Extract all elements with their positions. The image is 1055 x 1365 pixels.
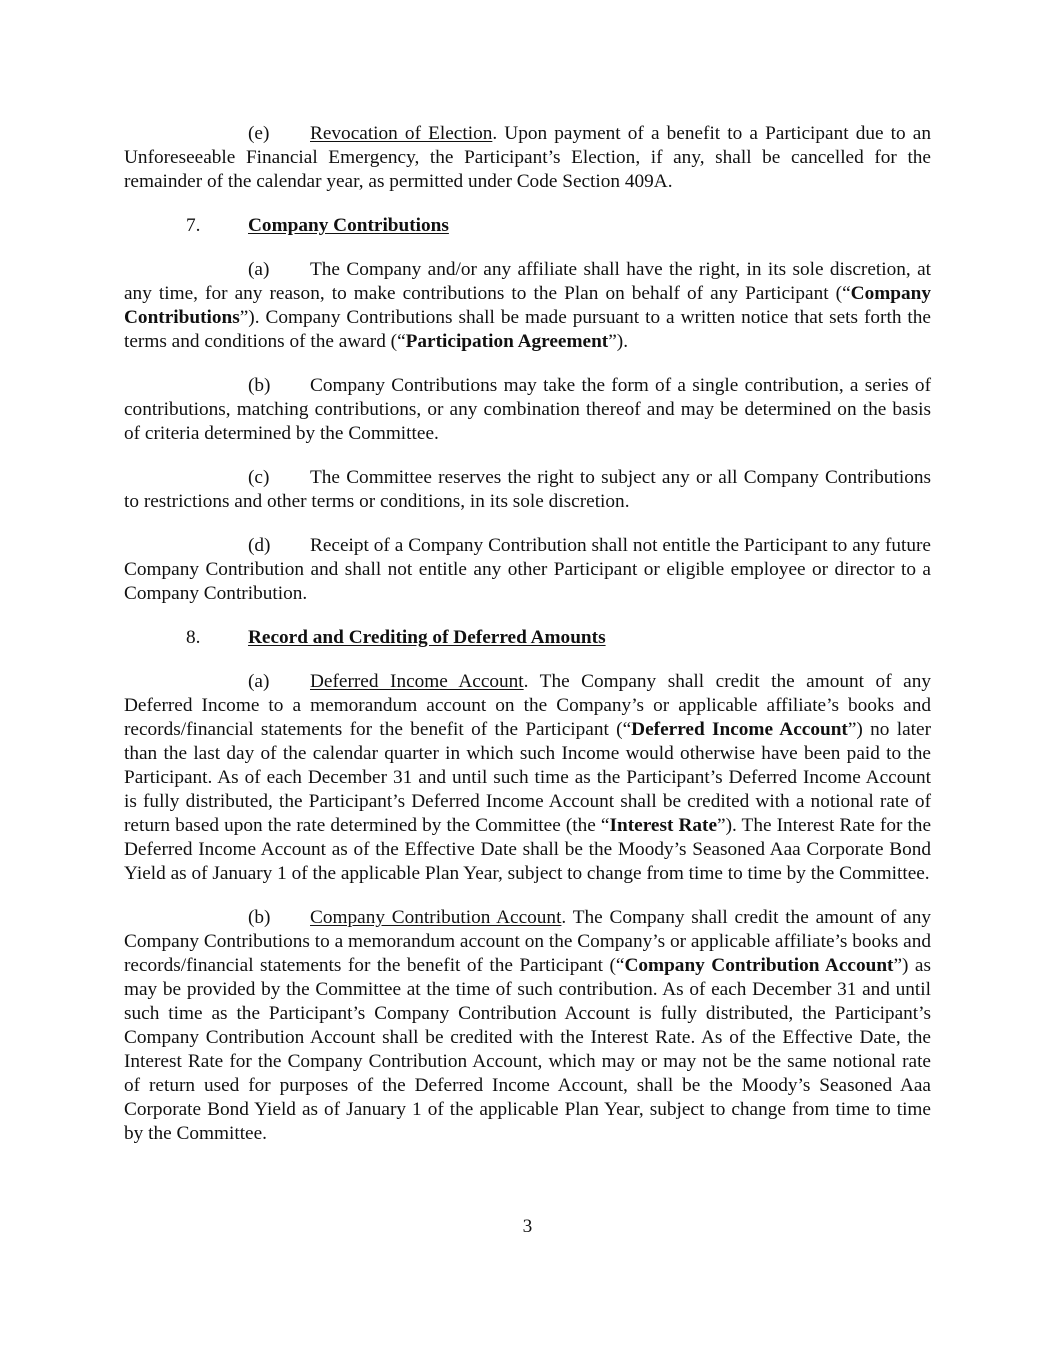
term-deferred-income-account: Deferred Income Account — [631, 719, 848, 740]
paragraph-7a-text-3: ”). — [608, 331, 629, 352]
paragraph-6e — [124, 122, 931, 194]
paragraph-7c — [124, 466, 931, 514]
paragraph-7a-text-2: ”). Company Contributions shall be made pursuant to a written notice that sets forth the terms and conditions of the award (“ — [124, 307, 931, 352]
term-interest-rate: Interest Rate — [609, 815, 718, 836]
paragraph-8a-title: Deferred Income Account — [310, 671, 524, 692]
paragraph-7d — [124, 534, 931, 606]
paragraph-7a-text-1: The Company and/or any affiliate shall have the right, in its sole discretion, at any time, for any reason, to make contributions to the Plan on behalf of any Participant (“ — [124, 259, 931, 304]
section-7-number: 7. — [186, 215, 201, 236]
paragraph-7d-text: Receipt of a Company Contribution shall not entitle the Participant to any future Company Contribution and shall not entitle any other Participant or eligible employee or director to a Company Contribution. — [124, 535, 931, 604]
paragraph-6e-number: (e) — [248, 123, 270, 144]
paragraph-8a-text-2: ”) no later than the last day of the calendar quarter in which such Income would otherwise have been paid to the Participant. As of each December 31 and until such time as the Participant’s Deferred Income Account is fully distributed, the Participant’s Deferred Income Account shall be credited with a notional rate of return based upon the rate determined by the Committee (the “ — [124, 719, 931, 836]
paragraph-6e-text: Upon payment of a benefit to a Participant due to an Unforeseeable Financial Emergency, the Participant’s Election, if any, shall be cancelled for the remainder of the calendar year, as permitted under Code Section 409A. — [124, 123, 931, 192]
paragraph-8b-text-1: . The Company shall credit the amount of any Company Contributions to a memorandum account on the Company’s or applicable affiliate’s books and records/financial statements for the benefit of the Participant (“ — [124, 907, 931, 976]
paragraph-7b — [124, 374, 931, 446]
term-company-contribution-account: Company Contribution Account — [624, 955, 894, 976]
paragraph-7b-text: Company Contributions may take the form of a single contribution, a series of contributions, matching contributions, or any combination thereof and may be determined on the basis of criteria determined by the Committee. — [124, 375, 931, 444]
section-8-title: Record and Crediting of Deferred Amounts — [248, 627, 606, 648]
paragraph-6e-title: Revocation of Election — [310, 123, 493, 144]
paragraph-7c-text: The Committee reserves the right to subject any or all Company Contributions to restrictions and other terms or conditions, in its sole discretion. — [124, 467, 931, 512]
paragraph-7d-number: (d) — [248, 535, 271, 556]
section-7-title: Company Contributions — [248, 215, 449, 236]
page-number: 3 — [522, 1216, 533, 1237]
paragraph-8b — [124, 906, 931, 1146]
paragraph-6e-separator: . — [492, 123, 498, 144]
paragraph-7a-number: (a) — [248, 259, 270, 280]
paragraph-7b-number: (b) — [248, 375, 271, 396]
paragraph-8a — [124, 670, 931, 886]
section-8-number: 8. — [186, 627, 201, 648]
paragraph-8a-text-3: ”). The Interest Rate for the Deferred Income Account as of the Effective Date shall be the Moody’s Seasoned Aaa Corporate Bond Yield as of January 1 of the applicable Plan Year, subject to change from time to time by the Committee. — [124, 815, 932, 884]
paragraph-7c-number: (c) — [248, 467, 270, 488]
paragraph-8a-text-1: . The Company shall credit the amount of any Deferred Income to a memorandum account on the Company’s or applicable affiliate’s books and records/financial statements for the benefit of the Participant (“ — [124, 671, 931, 740]
document-page — [124, 122, 931, 1166]
paragraph-8b-number: (b) — [248, 907, 271, 928]
section-8-heading — [124, 626, 931, 650]
paragraph-8b-text-2: ”) as may be provided by the Committee at the time of such contribution. As of each December 31 and until such time as the Participant’s Company Contribution Account is fully distributed, the Participant’s Company Contribution Account shall be credited with the Interest Rate. As of the Effective Date, the Interest Rate for the Company Contribution Account, which may or may not be the same notional rate of return used for purposes of the Deferred Income Account, shall be the Moody’s Seasoned Aaa Corporate Bond Yield as of January 1 of the applicable Plan Year, subject to change from time to time by the Committee. — [124, 955, 931, 1144]
term-company-contributions: Company Contributions — [124, 283, 931, 328]
paragraph-8a-number: (a) — [248, 671, 270, 692]
term-participation-agreement: Participation Agreement — [405, 331, 609, 352]
paragraph-8b-title: Company Contribution Account — [310, 907, 562, 928]
section-7-heading — [124, 214, 931, 238]
paragraph-7a — [124, 258, 931, 354]
